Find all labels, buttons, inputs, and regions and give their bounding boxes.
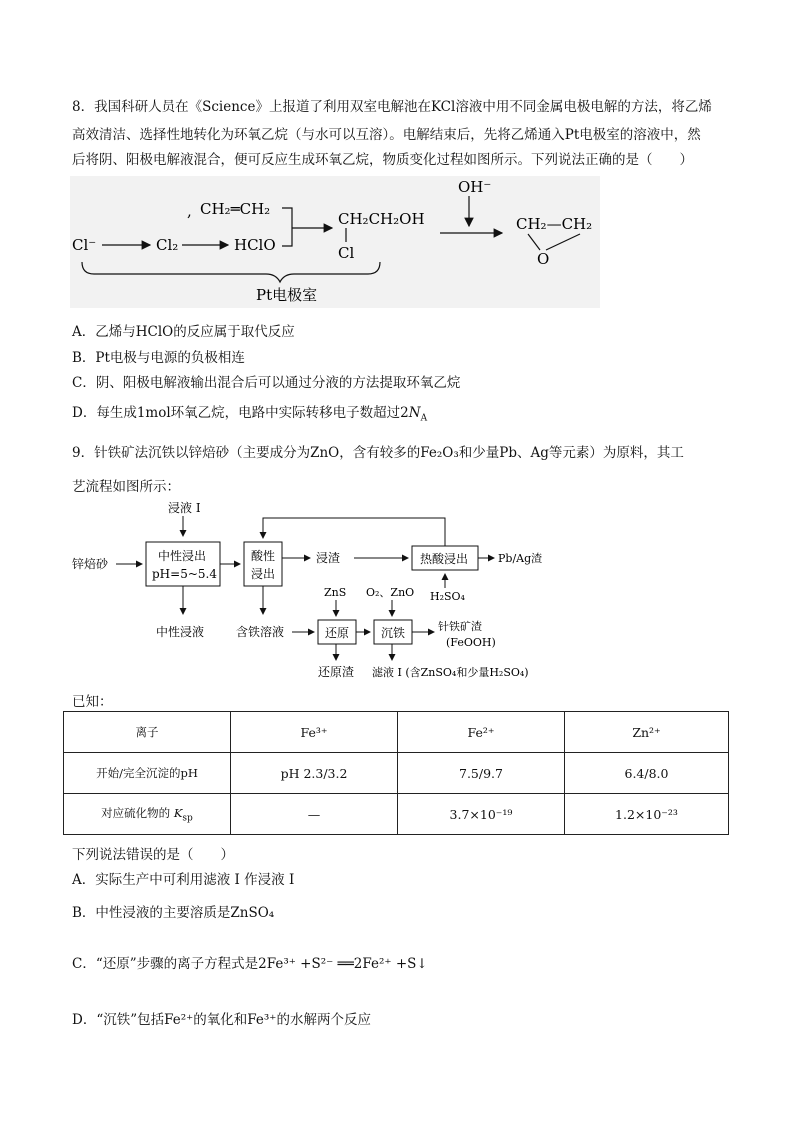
row-ph-label: 开始/完全沉淀的pH [64, 753, 231, 794]
raw-material: 锌焙砂 [72, 557, 109, 571]
cell-fe2-ph: 7.5/9.7 [398, 753, 565, 794]
leach-liquid-in: 浸液 I [168, 501, 201, 515]
q8-option-c: C．阴、阳极电解液输出混合后可以通过分液的方法提取环氧乙烷 [72, 375, 461, 391]
neutral-leach-label: 中性浸出 [158, 549, 207, 563]
q8-option-d [72, 401, 427, 424]
cell-fe3-ksp: — [231, 794, 398, 835]
cell-zn2-ph: 6.4/8.0 [565, 753, 729, 794]
zns-label: ZnS [324, 586, 347, 599]
leach-residue: 浸渣 [316, 551, 341, 565]
chamber-label: Pt电极室 [256, 286, 318, 304]
table-header-row [64, 712, 729, 753]
q9-question: 下列说法错误的是（ ） [72, 847, 234, 863]
q9-option-d: D．“沉铁”包括Fe²⁺的氧化和Fe³⁺的水解两个反应 [72, 1012, 371, 1028]
cell-fe3-ph: pH 2.3/3.2 [231, 753, 398, 794]
q9-option-c: C．“还原”步骤的离子方程式是2Fe³⁺ +S²⁻ ══2Fe²⁺ +S↓ [72, 956, 428, 972]
neutral-leach-ph: pH=5~5.4 [152, 567, 217, 581]
ksp-subscript: sp [182, 813, 193, 824]
reduce-label: 还原 [325, 626, 350, 640]
q9-option-a: A．实际生产中可利用滤液 I 作浸液 I [72, 872, 295, 888]
fe-solution: 含铁溶液 [236, 625, 285, 639]
ethylene-label: CH₂═CH₂ [200, 200, 271, 218]
q9-stem-line-1: 9．针铁矿法沉铁以锌焙砂（主要成分为ZnO，含有较多的Fe₂O₃和少量Pb、Ag等元素）为原料，其工 [72, 445, 684, 461]
comma-mark: , [187, 202, 192, 220]
acid-leach-label-2: 浸出 [251, 567, 276, 581]
chlorohydrin-cl: Cl [338, 244, 355, 262]
cell-zn2-ksp: 1.2×10⁻²³ [565, 794, 729, 835]
ksp-label-text: 对应硫化物的 [101, 805, 171, 820]
table-row [64, 753, 729, 794]
recycle-line [263, 518, 445, 546]
goethite-formula: (FeOOH) [446, 636, 496, 649]
q8-stem-line-1: 8．我国科研人员在《Science》上报道了利用双室电解池在KCl溶液中用不同金属电极电解的方法，将乙烯 [72, 99, 712, 115]
chlorohydrin-top: CH₂CH₂OH [338, 210, 425, 228]
goethite-label: 针铁矿渣 [438, 620, 482, 633]
cl2-label: Cl₂ [156, 236, 179, 254]
header-fe2: Fe²⁺ [398, 712, 565, 753]
hot-acid-label: 热酸浸出 [420, 552, 469, 566]
reduce-residue: 还原渣 [318, 665, 355, 679]
header-zn2: Zn²⁺ [565, 712, 729, 753]
neutral-liquid: 中性浸液 [156, 625, 205, 639]
q8-option-a: A．乙烯与HClO的反应属于取代反应 [72, 324, 295, 340]
hclo-label: HClO [234, 236, 276, 254]
q9-process-flow [70, 496, 550, 686]
q9-option-b: B．中性浸液的主要溶质是ZnSO₄ [72, 905, 275, 921]
q9-stem-line-2: 艺流程如图所示： [72, 479, 180, 495]
epoxide-oxygen: O [537, 250, 550, 268]
q8-option-d-text: D．每生成1mol环氧乙烷，电路中实际转移电子数超过2 [72, 405, 409, 421]
avogadro-subscript: A [420, 413, 428, 424]
h2so4-label: H₂SO₄ [430, 590, 465, 603]
header-ion: 离子 [64, 712, 231, 753]
q8-stem-line-3: 后将阴、阳极电解液混合，便可反应生成环氧乙烷，物质变化过程如图所示。下列说法正确的是（ ） [72, 152, 693, 168]
avogadro-symbol: N [408, 405, 421, 421]
o2-zno-label: O₂、ZnO [366, 586, 415, 599]
known-label: 已知： [72, 694, 113, 710]
cell-fe2-ksp: 3.7×10⁻¹⁹ [398, 794, 565, 835]
q8-stem-line-2: 高效清洁、选择性地转化为环氧乙烷（与水可以互溶）。电解结束后，先将乙烯通入Pt电极室的溶液中，然 [72, 127, 701, 143]
epoxide-top: CH₂—CH₂ [516, 215, 593, 233]
q8-reaction-diagram [70, 176, 600, 308]
filtrate-label: 滤液 I (含ZnSO₄和少量H₂SO₄) [372, 666, 529, 679]
pb-ag-residue: Pb/Ag渣 [498, 552, 543, 565]
row-ksp-label [64, 794, 231, 835]
acid-leach-label-1: 酸性 [251, 549, 276, 563]
ion-data-table [63, 711, 729, 835]
ksp-symbol: K [173, 805, 183, 820]
hydroxide-label: OH⁻ [458, 178, 492, 196]
precip-label: 沉铁 [381, 626, 406, 640]
header-fe3: Fe³⁺ [231, 712, 398, 753]
table-row [64, 794, 729, 835]
q8-option-b: B．Pt电极与电源的负极相连 [72, 350, 245, 366]
cl-minus-label: Cl⁻ [72, 236, 97, 254]
